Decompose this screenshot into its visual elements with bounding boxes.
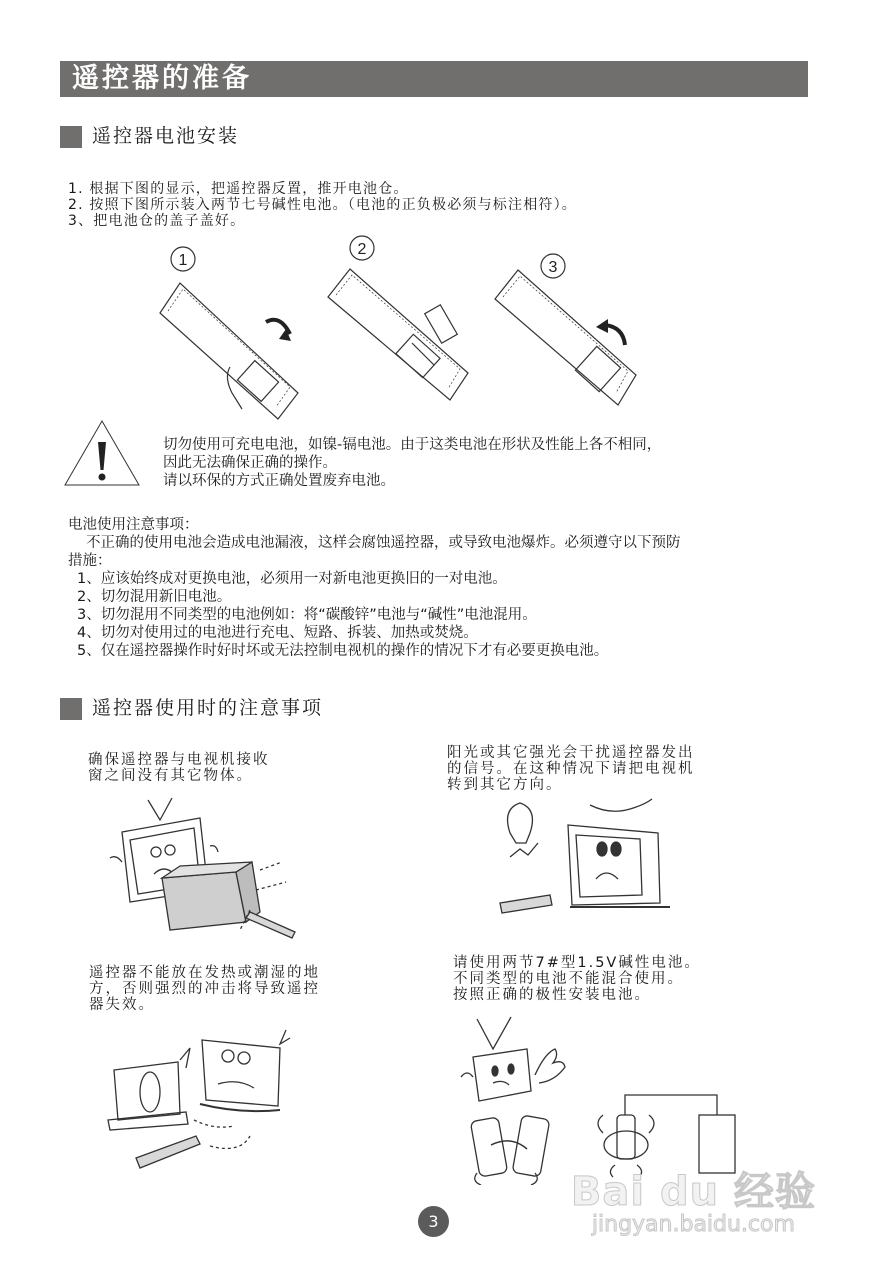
section-marker-icon <box>60 126 82 148</box>
tv-sunlight-illustration <box>490 795 690 925</box>
svg-text:3: 3 <box>548 259 558 276</box>
step-3-figure <box>495 254 636 405</box>
usage-tip-heat-humidity: 遥控器不能放在发热或潮湿的地 方，否则强烈的冲击将导致遥控 器失效。 <box>89 965 320 1013</box>
notes-item: 1、应该始终成对更换电池，必须用一对新电池更换旧的一对电池。 <box>77 571 507 587</box>
warning-text: 切勿使用可充电电池，如镍-镉电池。由于这类电池在形状及性能上各不相同， 因此无法确保正确的操作。 请以环保的方式正确处置废弃电池。 <box>163 437 662 489</box>
battery-usage-notes <box>68 516 808 660</box>
usage-tip-battery-type: 请使用两节7#型1.5V碱性电池。 不同类型的电池不能混合使用。 按照正确的极性安装电池。 <box>453 955 701 1003</box>
svg-text:2: 2 <box>357 241 367 258</box>
install-steps <box>68 181 577 229</box>
install-step: 2. 按照下图所示装入两节七号碱性电池。（电池的正负极必须与标注相符）。 <box>68 197 578 213</box>
notes-item: 3、切勿混用不同类型的电池例如：将“碳酸锌”电池与“碱性”电池混用。 <box>77 607 537 623</box>
section-marker-icon <box>60 698 82 720</box>
battery-install-illustration <box>150 235 710 425</box>
warning-triangle-icon <box>62 418 142 488</box>
watermark-brand: Bai du 经验 <box>570 1169 816 1215</box>
usage-tip-strong-light: 阳光或其它强光会干扰遥控器发出 的信号。在这种情况下请把电视机 转到其它方向。 <box>447 745 695 793</box>
page-title: 遥控器的准备 <box>72 63 252 94</box>
notes-item: 5、仅在遥控器操作时好时坏或无法控制电视机的操作的情况下才有必要更换电池。 <box>77 643 609 659</box>
step-1-figure <box>160 247 298 419</box>
step-2-figure <box>328 236 468 400</box>
notes-title: 电池使用注意事项： <box>68 517 199 533</box>
svg-text:1: 1 <box>178 252 188 269</box>
baidu-watermark <box>570 1169 816 1238</box>
page-number-badge: 3 <box>418 1206 449 1237</box>
notes-intro: 不正确的使用电池会造成电池漏液，这样会腐蚀遥控器，或导致电池爆炸。必须遵守以下预防 <box>86 535 681 551</box>
tv-obstacle-illustration <box>100 790 310 940</box>
install-step: 1. 根据下图的显示，把遥控器反置，推开电池仓。 <box>68 181 409 197</box>
notes-item: 2、切勿混用新旧电池。 <box>77 589 232 605</box>
tv-impact-illustration <box>100 1020 310 1170</box>
notes-intro-cont: 措施： <box>68 553 112 569</box>
notes-item: 4、切勿对使用过的电池进行充电、短路、拆装、加热或焚烧。 <box>77 625 478 641</box>
watermark-url: jingyan.baidu.com <box>591 1212 795 1237</box>
install-step: 3、把电池仓的盖子盖好。 <box>68 213 246 229</box>
battery-characters-illustration <box>455 1015 755 1185</box>
usage-tip-obstacle: 确保遥控器与电视机接收 窗之间没有其它物体。 <box>88 752 270 784</box>
page-title-bar <box>60 61 808 97</box>
